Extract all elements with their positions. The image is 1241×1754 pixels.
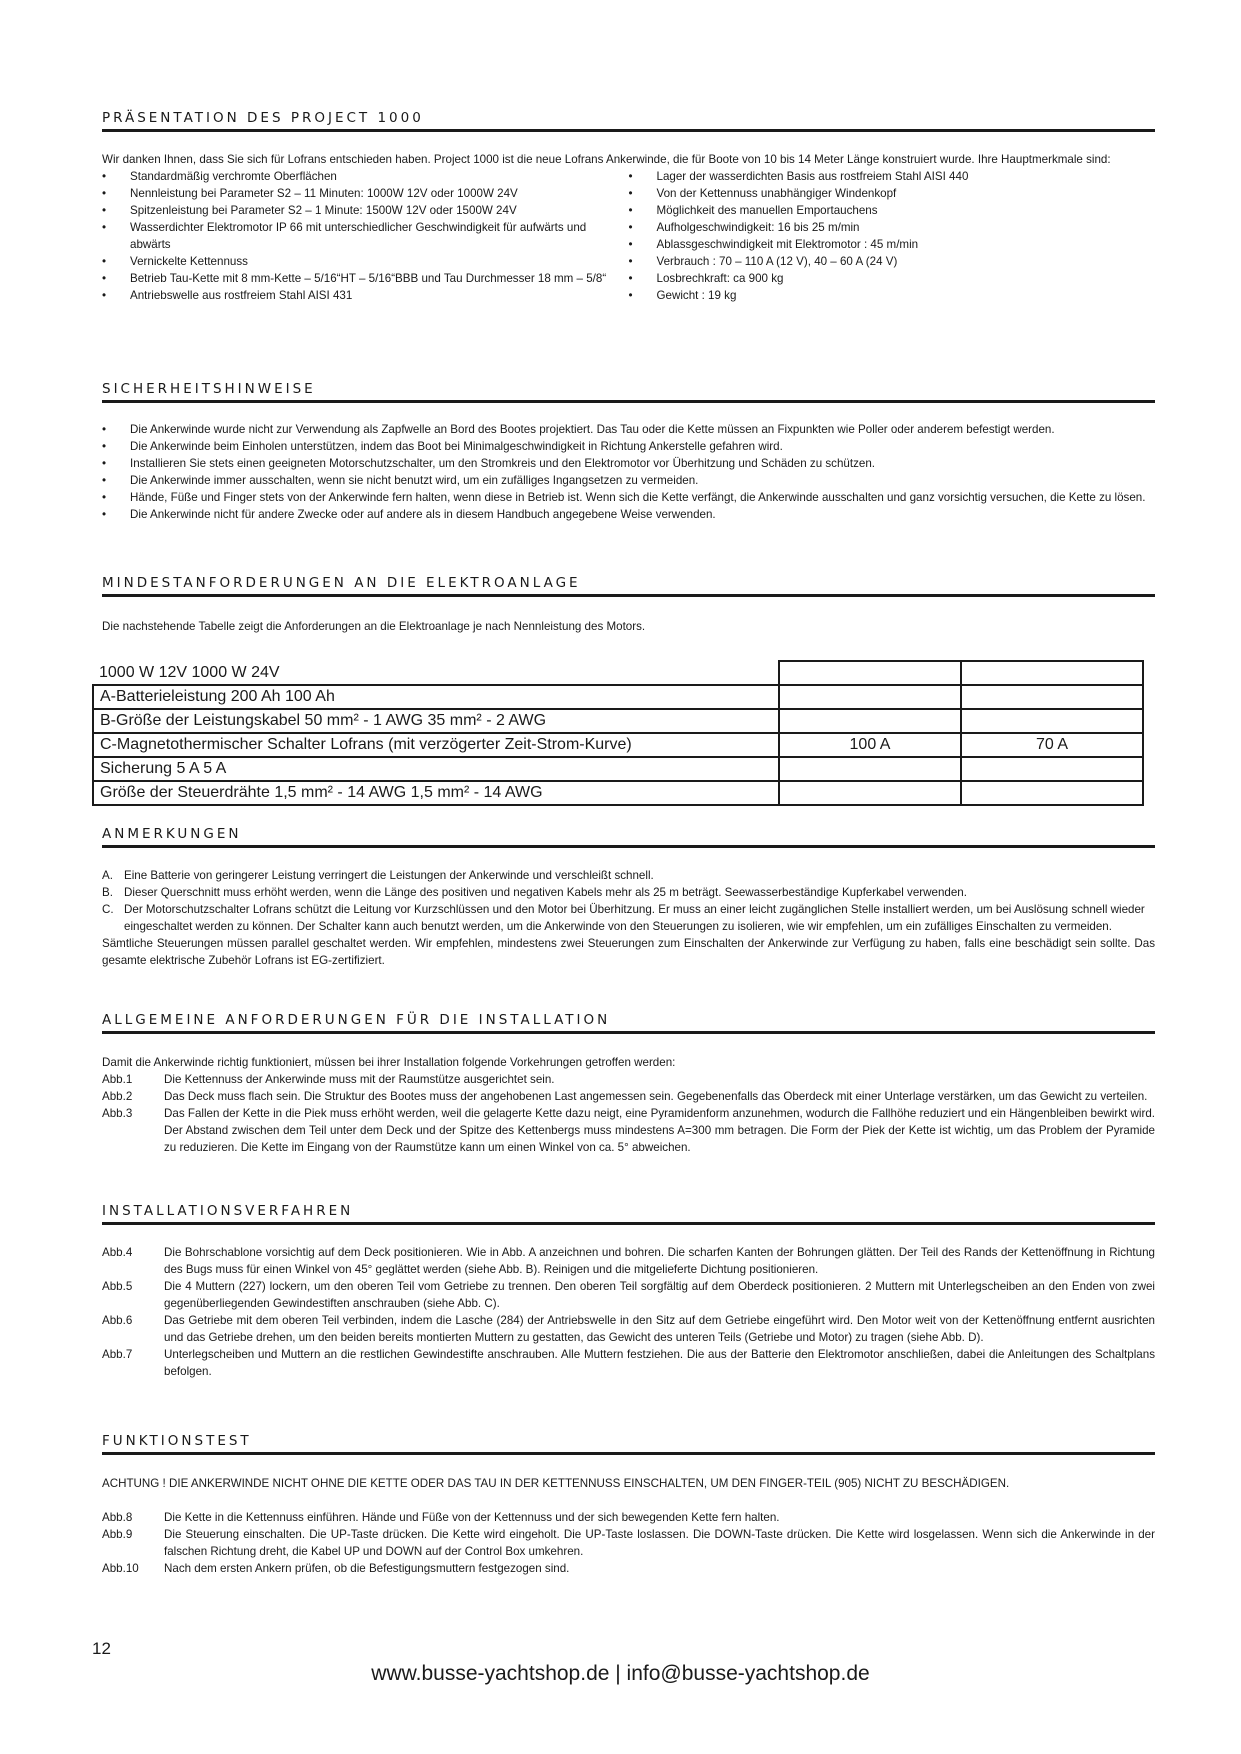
note-item bbox=[102, 867, 1155, 884]
table-cell-value bbox=[779, 685, 961, 709]
feature-item: • Betrieb Tau-Kette mit 8 mm-Kette – 5/16“HT – 5/16“BBB und Tau Durchmesser 18 mm – 5/8“ bbox=[102, 270, 629, 287]
table-row bbox=[93, 757, 1143, 781]
table-cell-value bbox=[961, 757, 1143, 781]
table-cell-value bbox=[779, 781, 961, 805]
safety-item: • Hände, Füße und Finger stets von der Ankerwinde fern halten, wenn diese in Betrieb ist. Wenn sich die Kette verfängt, die Ankerwinde ausschalten und ganz vorsichtig versuchen, die Kette zu lösen. bbox=[102, 489, 1155, 506]
feature-item: • Wasserdichter Elektromotor IP 66 mit unterschiedlicher Geschwindigkeit für aufwärts und abwärts bbox=[102, 219, 629, 253]
feature-item: • Verbrauch : 70 – 110 A (12 V), 40 – 60 A (24 V) bbox=[629, 253, 1156, 270]
general-block bbox=[102, 1054, 1155, 1156]
feature-list-right bbox=[629, 168, 1156, 304]
safety-list bbox=[102, 421, 1155, 523]
procedure-step-label: Abb.4 bbox=[102, 1246, 133, 1259]
table-cell-value bbox=[961, 709, 1143, 733]
table-row bbox=[93, 685, 1143, 709]
table-row bbox=[93, 733, 1143, 757]
electrical-requirements-table bbox=[92, 660, 1144, 806]
requirement-item-label: Abb.3 bbox=[102, 1107, 133, 1120]
table-cell-value bbox=[779, 757, 961, 781]
test-step-text: Die Steuerung einschalten. Die UP-Taste drücken. Die Kette wird eingeholt. Die UP-Taste loslassen. Die DOWN-Taste drücken. Die Kette wird losgelassen. Wenn sich die Ankerwinde in der falschen Richtung dreht, die Kabel UP und DOWN auf der Control Box umkehren. bbox=[164, 1528, 1155, 1558]
test-step-text: Nach dem ersten Ankern prüfen, ob die Befestigungsmuttern festgezogen sind. bbox=[164, 1562, 570, 1575]
feature-list-left bbox=[102, 168, 629, 304]
table-header-empty bbox=[961, 661, 1143, 685]
feature-item: • Nennleistung bei Parameter S2 – 11 Minuten: 1000W 12V oder 1000W 24V bbox=[102, 185, 629, 202]
feature-item: • Spitzenleistung bei Parameter S2 – 1 Minute: 1500W 12V oder 1500W 24V bbox=[102, 202, 629, 219]
notes-block bbox=[102, 867, 1155, 969]
procedure-step-text: Das Getriebe mit dem oberen Teil verbinden, indem die Lasche (284) der Antriebswelle in den Sitz auf dem Getriebe eingeführt wird. Den Motor weit von der Kettenöffnung entfernt ausrichten und das Getriebe drehen, um den beiden bereits montierten Muttern zu gestatten, das Gewicht des unteren Teils (Getriebe und Motor) zu tragen (siehe Abb. D). bbox=[164, 1314, 1155, 1344]
table-row bbox=[93, 781, 1143, 805]
test-list bbox=[102, 1509, 1155, 1577]
feature-item: • Vernickelte Kettennuss bbox=[102, 253, 629, 270]
section-title-notes: ANMERKUNGEN bbox=[102, 826, 1155, 848]
requirement-item bbox=[102, 1088, 1155, 1105]
section-title-safety: SICHERHEITSHINWEISE bbox=[102, 381, 1155, 403]
safety-item: • Die Ankerwinde beim Einholen unterstützen, indem das Boot bei Minimalgeschwindigkeit in Richtung Ankerstelle gefahren wird. bbox=[102, 438, 1155, 455]
feature-item: • Aufholgeschwindigkeit: 16 bis 25 m/min bbox=[629, 219, 1156, 236]
note-item-text: Der Motorschutzschalter Lofrans schützt die Leitung vor Kurzschlüssen und den Motor bei Überhitzung. Er muss an einer leicht zugänglichen Stelle installiert werden, um bei Auslösung schnell wieder eingeschaltet werden zu können. Der Schalter kann auch benutzt werden, um die Ankerwinde von den Steuerungen zu isolieren, wie wir empfehlen, um ein zufälliges Einschalten zu vermeiden. bbox=[124, 903, 1145, 933]
note-item-text: Eine Batterie von geringerer Leistung verringert die Leistungen der Ankerwinde und verschleißt schnell. bbox=[124, 869, 654, 882]
requirement-item-text: Die Kettennuss der Ankerwinde muss mit der Raumstütze ausgerichtet sein. bbox=[164, 1073, 555, 1086]
general-intro: Damit die Ankerwinde richtig funktioniert, müssen bei ihrer Installation folgende Vorkehrungen getroffen werden: bbox=[102, 1056, 676, 1069]
procedure-step-text: Die Bohrschablone vorsichtig auf dem Deck positionieren. Wie in Abb. A anzeichnen und bohren. Die scharfen Kanten der Bohrungen glätten. Der Teil des Rands der Kettenöffnung in Richtung des Bugs muss für einen Winkel von 45° geglättet werden (siehe Abb. B). Reinigen und die mitgelieferte Dichtung positionieren. bbox=[164, 1246, 1155, 1276]
test-step-label: Abb.9 bbox=[102, 1528, 133, 1541]
procedure-step-text: Die 4 Muttern (227) lockern, um den oberen Teil vom Getriebe zu trennen. Den oberen Teil sorgfältig auf dem Oberdeck positionieren. 2 Muttern mit Unterlegscheiben an den Enden von zwei gegenüberliegenden Gewindestiften anschrauben (siehe Abb. C). bbox=[164, 1280, 1155, 1310]
table-cell-label: C-Magnetothermischer Schalter Lofrans (mit verzögerter Zeit-Strom-Kurve) bbox=[93, 733, 779, 757]
test-warning: ACHTUNG ! DIE ANKERWINDE NICHT OHNE DIE KETTE ODER DAS TAU IN DER KETTENNUSS EINSCHALTEN, UM DEN FINGER-TEIL (905) NICHT ZU BESCHÄDIGEN. bbox=[102, 1477, 1010, 1490]
table-cell-value: 70 A bbox=[961, 733, 1143, 757]
requirement-item bbox=[102, 1071, 1155, 1088]
feature-item: • Lager der wasserdichten Basis aus rostfreiem Stahl AISI 440 bbox=[629, 168, 1156, 185]
feature-item: • Ablassgeschwindigkeit mit Elektromotor : 45 m/min bbox=[629, 236, 1156, 253]
test-block bbox=[102, 1475, 1155, 1577]
note-item-label: A. bbox=[102, 869, 113, 882]
test-step-label: Abb.10 bbox=[102, 1562, 139, 1575]
safety-item: • Die Ankerwinde nicht für andere Zwecke oder auf andere als in diesem Handbuch angegebene Weise verwenden. bbox=[102, 506, 1155, 523]
table-cell-value: 100 A bbox=[779, 733, 961, 757]
table-cell-label: B-Größe der Leistungskabel 50 mm² - 1 AWG 35 mm² - 2 AWG bbox=[93, 709, 779, 733]
procedure-step bbox=[102, 1278, 1155, 1312]
section-title-test: FUNKTIONSTEST bbox=[102, 1433, 1155, 1455]
table-cell-value bbox=[779, 709, 961, 733]
safety-item: • Installieren Sie stets einen geeigneten Motorschutzschalter, um den Stromkreis und den Elektromotor vor Überhitzung und Schäden zu schützen. bbox=[102, 455, 1155, 472]
feature-item: • Antriebswelle aus rostfreiem Stahl AISI 431 bbox=[102, 287, 629, 304]
section-title-procedure: INSTALLATIONSVERFAHREN bbox=[102, 1203, 1155, 1225]
procedure-step bbox=[102, 1312, 1155, 1346]
feature-item: • Standardmäßig verchromte Oberflächen bbox=[102, 168, 629, 185]
table-header-cell: 1000 W 12V 1000 W 24V bbox=[93, 661, 779, 685]
table-header-row bbox=[93, 661, 1143, 685]
feature-item: • Von der Kettennuss unabhängiger Windenkopf bbox=[629, 185, 1156, 202]
test-step bbox=[102, 1509, 1155, 1526]
procedure-step bbox=[102, 1244, 1155, 1278]
test-step bbox=[102, 1560, 1155, 1577]
note-item bbox=[102, 901, 1155, 935]
table-cell-value bbox=[961, 685, 1143, 709]
footer-contact: www.busse-yachtshop.de | info@busse-yachtshop.de bbox=[371, 1662, 870, 1685]
procedure-step-label: Abb.7 bbox=[102, 1348, 133, 1361]
general-list bbox=[102, 1071, 1155, 1156]
procedure-step bbox=[102, 1346, 1155, 1380]
requirement-item bbox=[102, 1105, 1155, 1156]
table-cell-label: Größe der Steuerdrähte 1,5 mm² - 14 AWG 1,5 mm² - 14 AWG bbox=[93, 781, 779, 805]
procedure-list bbox=[102, 1244, 1155, 1380]
feature-item: • Losbrechkraft: ca 900 kg bbox=[629, 270, 1156, 287]
table-header-empty bbox=[779, 661, 961, 685]
section-title-general: ALLGEMEINE ANFORDERUNGEN FÜR DIE INSTALLATION bbox=[102, 1012, 1155, 1034]
note-item-label: C. bbox=[102, 903, 114, 916]
page-number: 12 bbox=[92, 1639, 111, 1658]
table-cell-value bbox=[961, 781, 1143, 805]
table-row bbox=[93, 709, 1143, 733]
feature-item: • Gewicht : 19 kg bbox=[629, 287, 1156, 304]
table-cell-label: A-Batterieleistung 200 Ah 100 Ah bbox=[93, 685, 779, 709]
notes-list bbox=[102, 867, 1155, 935]
note-item bbox=[102, 884, 1155, 901]
presentation-intro: Wir danken Ihnen, dass Sie sich für Lofrans entschieden haben. Project 1000 ist die neue Lofrans Ankerwinde, die für Boote von 10 bis 14 Meter Länge konstruiert wurde. Ihre Hauptmerkmale sind: bbox=[102, 153, 1111, 166]
requirement-item-text: Das Deck muss flach sein. Die Struktur des Bootes muss der angehobenen Last angemessen sein. Gegebenenfalls das Oberdeck mit einer Unterlage verstärken, um das Gewicht zu verteilen. bbox=[164, 1090, 1148, 1103]
safety-item: • Die Ankerwinde immer ausschalten, wenn sie nicht benutzt wird, um ein zufälliges Ingangsetzen zu vermeiden. bbox=[102, 472, 1155, 489]
requirement-item-label: Abb.1 bbox=[102, 1073, 133, 1086]
table-cell-label: Sicherung 5 A 5 A bbox=[93, 757, 779, 781]
procedure-step-label: Abb.5 bbox=[102, 1280, 133, 1293]
safety-item: • Die Ankerwinde wurde nicht zur Verwendung als Zapfwelle an Bord des Bootes projektiert. Das Tau oder die Kette müssen an Fixpunkten wie Poller oder anderem befestigt werden. bbox=[102, 421, 1155, 438]
electrical-intro: Die nachstehende Tabelle zeigt die Anforderungen an die Elektroanlage je nach Nennleistung des Motors. bbox=[102, 620, 646, 633]
note-item-label: B. bbox=[102, 886, 113, 899]
procedure-block bbox=[102, 1244, 1155, 1380]
requirement-item-label: Abb.2 bbox=[102, 1090, 133, 1103]
feature-item: • Möglichkeit des manuellen Emportauchens bbox=[629, 202, 1156, 219]
safety-block bbox=[102, 421, 1155, 523]
section-title-presentation: PRÄSENTATION DES PROJECT 1000 bbox=[102, 110, 1155, 132]
procedure-step-label: Abb.6 bbox=[102, 1314, 133, 1327]
note-item-text: Dieser Querschnitt muss erhöht werden, wenn die Länge des positiven und negativen Kabels mehr als 25 m beträgt. Seewasserbeständige Kupferkabel verwenden. bbox=[124, 886, 967, 899]
test-step-label: Abb.8 bbox=[102, 1511, 133, 1524]
test-step-text: Die Kette in die Kettennuss einführen. Hände und Füße von der Kettennuss und der sich bewegenden Kette fern halten. bbox=[164, 1511, 780, 1524]
section-title-electrical: MINDESTANFORDERUNGEN AN DIE ELEKTROANLAGE bbox=[102, 575, 1155, 597]
presentation-block bbox=[102, 151, 1155, 304]
requirement-item-text: Das Fallen der Kette in die Piek muss erhöht werden, weil die gelagerte Kette dazu neigt, eine Pyramidenform anzunehmen, wodurch die Fallhöhe reduziert und ein Hängenbleiben bewirkt wird. Der Abstand zwischen dem Teil unter dem Deck und der Spitze des Kettenbergs muss mindestens A=300 mm betragen. Die Form der Piek der Kette ist wichtig, um das Problem der Pyramide zu reduzieren. Die Kette im Eingang von der Raumstütze kann um einen Winkel von ca. 5° abweichen. bbox=[164, 1107, 1155, 1154]
test-step bbox=[102, 1526, 1155, 1560]
notes-tail: Sämtliche Steuerungen müssen parallel geschaltet werden. Wir empfehlen, mindestens zwei Steuerungen zum Einschalten der Ankerwinde zur Verfügung zu haben, falls eine beschädigt sein sollte. Das gesamte elektrische Zubehör Lofrans ist EG-zertifiziert. bbox=[102, 937, 1155, 967]
procedure-step-text: Unterlegscheiben und Muttern an die restlichen Gewindestifte anschrauben. Alle Muttern festziehen. Die aus der Batterie den Elektromotor anschließen, dabei die Anleitungen des Schaltplans befolgen. bbox=[164, 1348, 1155, 1378]
